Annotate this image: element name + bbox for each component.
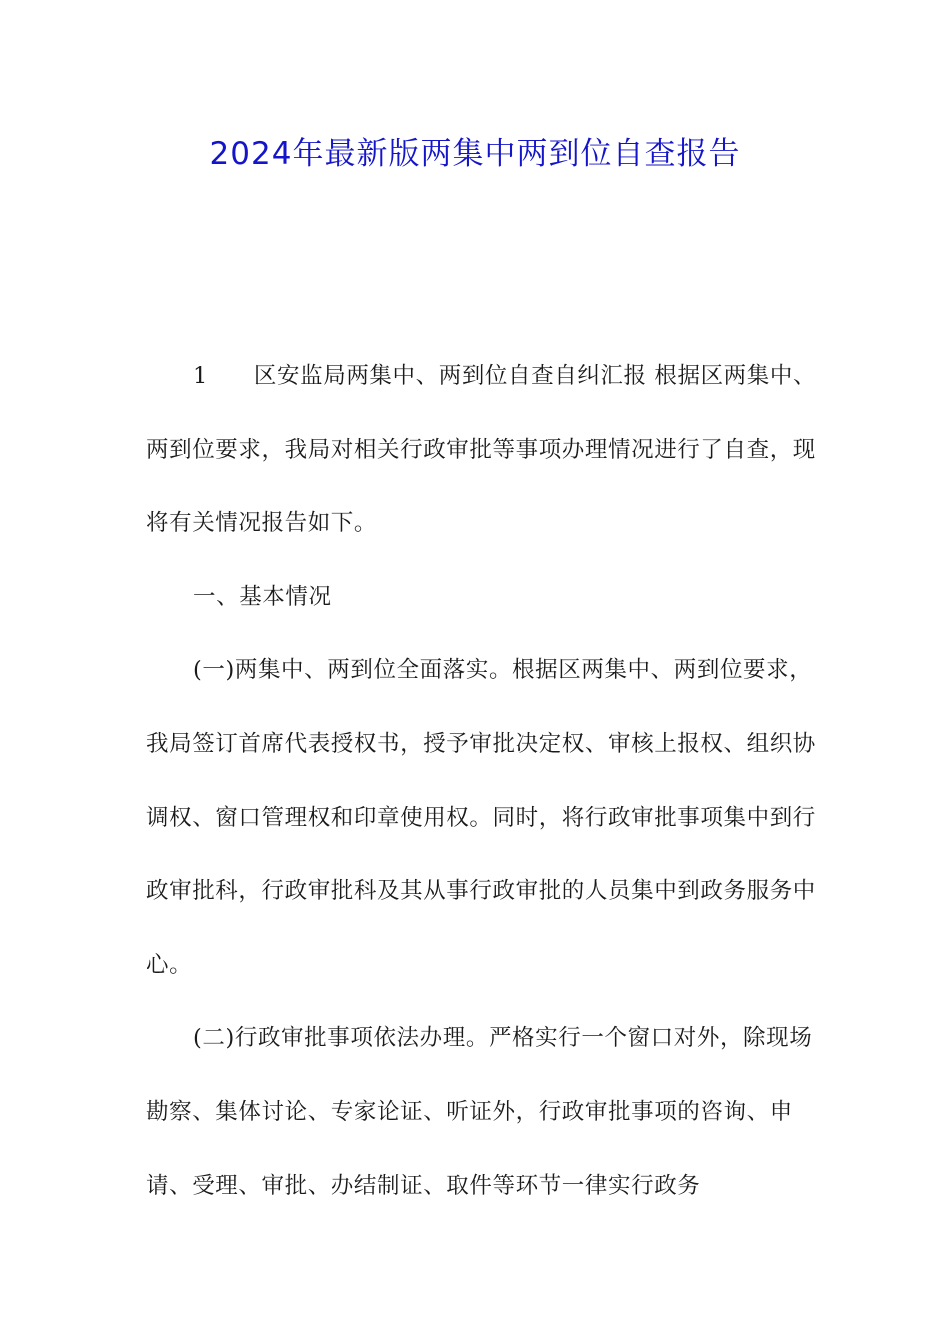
- paragraph-text: (一)两集中、两到位全面落实。根据区两集中、两到位要求，我局签订首席代表授权书，授予审批决定权、审核上报权、组织协调权、窗口管理权和印章使用权。同时，将行政审批事项集中到行政审批科，行政审批科及其从事行政审批的人员集中到政务服务中心。: [146, 657, 816, 978]
- document-title: 2024年最新版两集中两到位自查报告: [209, 136, 741, 172]
- paragraph-text: 区安监局两集中、两到位自查自纠汇报 根据区两集中、两到位要求，我局对相关行政审批等事项办理情况进行了自查，现将有关情况报告如下。: [146, 363, 817, 537]
- paragraph-text: (二)行政审批事项依法办理。严格实行一个窗口对外，除现场勘察、集体讨论、专家论证、听证外，行政审批事项的咨询、申请、受理、审批、办结制证、取件等环节一律实行政务: [146, 1025, 813, 1199]
- paragraph-1: [146, 340, 822, 561]
- document-body: [146, 340, 822, 1223]
- paragraph-approval-by-law: [146, 1002, 822, 1223]
- paragraph-two-concentrations: [146, 634, 822, 1002]
- paragraph-number: 1: [193, 363, 208, 389]
- section-heading-basic-situation: [146, 561, 822, 635]
- heading-text: 一、基本情况: [193, 583, 332, 610]
